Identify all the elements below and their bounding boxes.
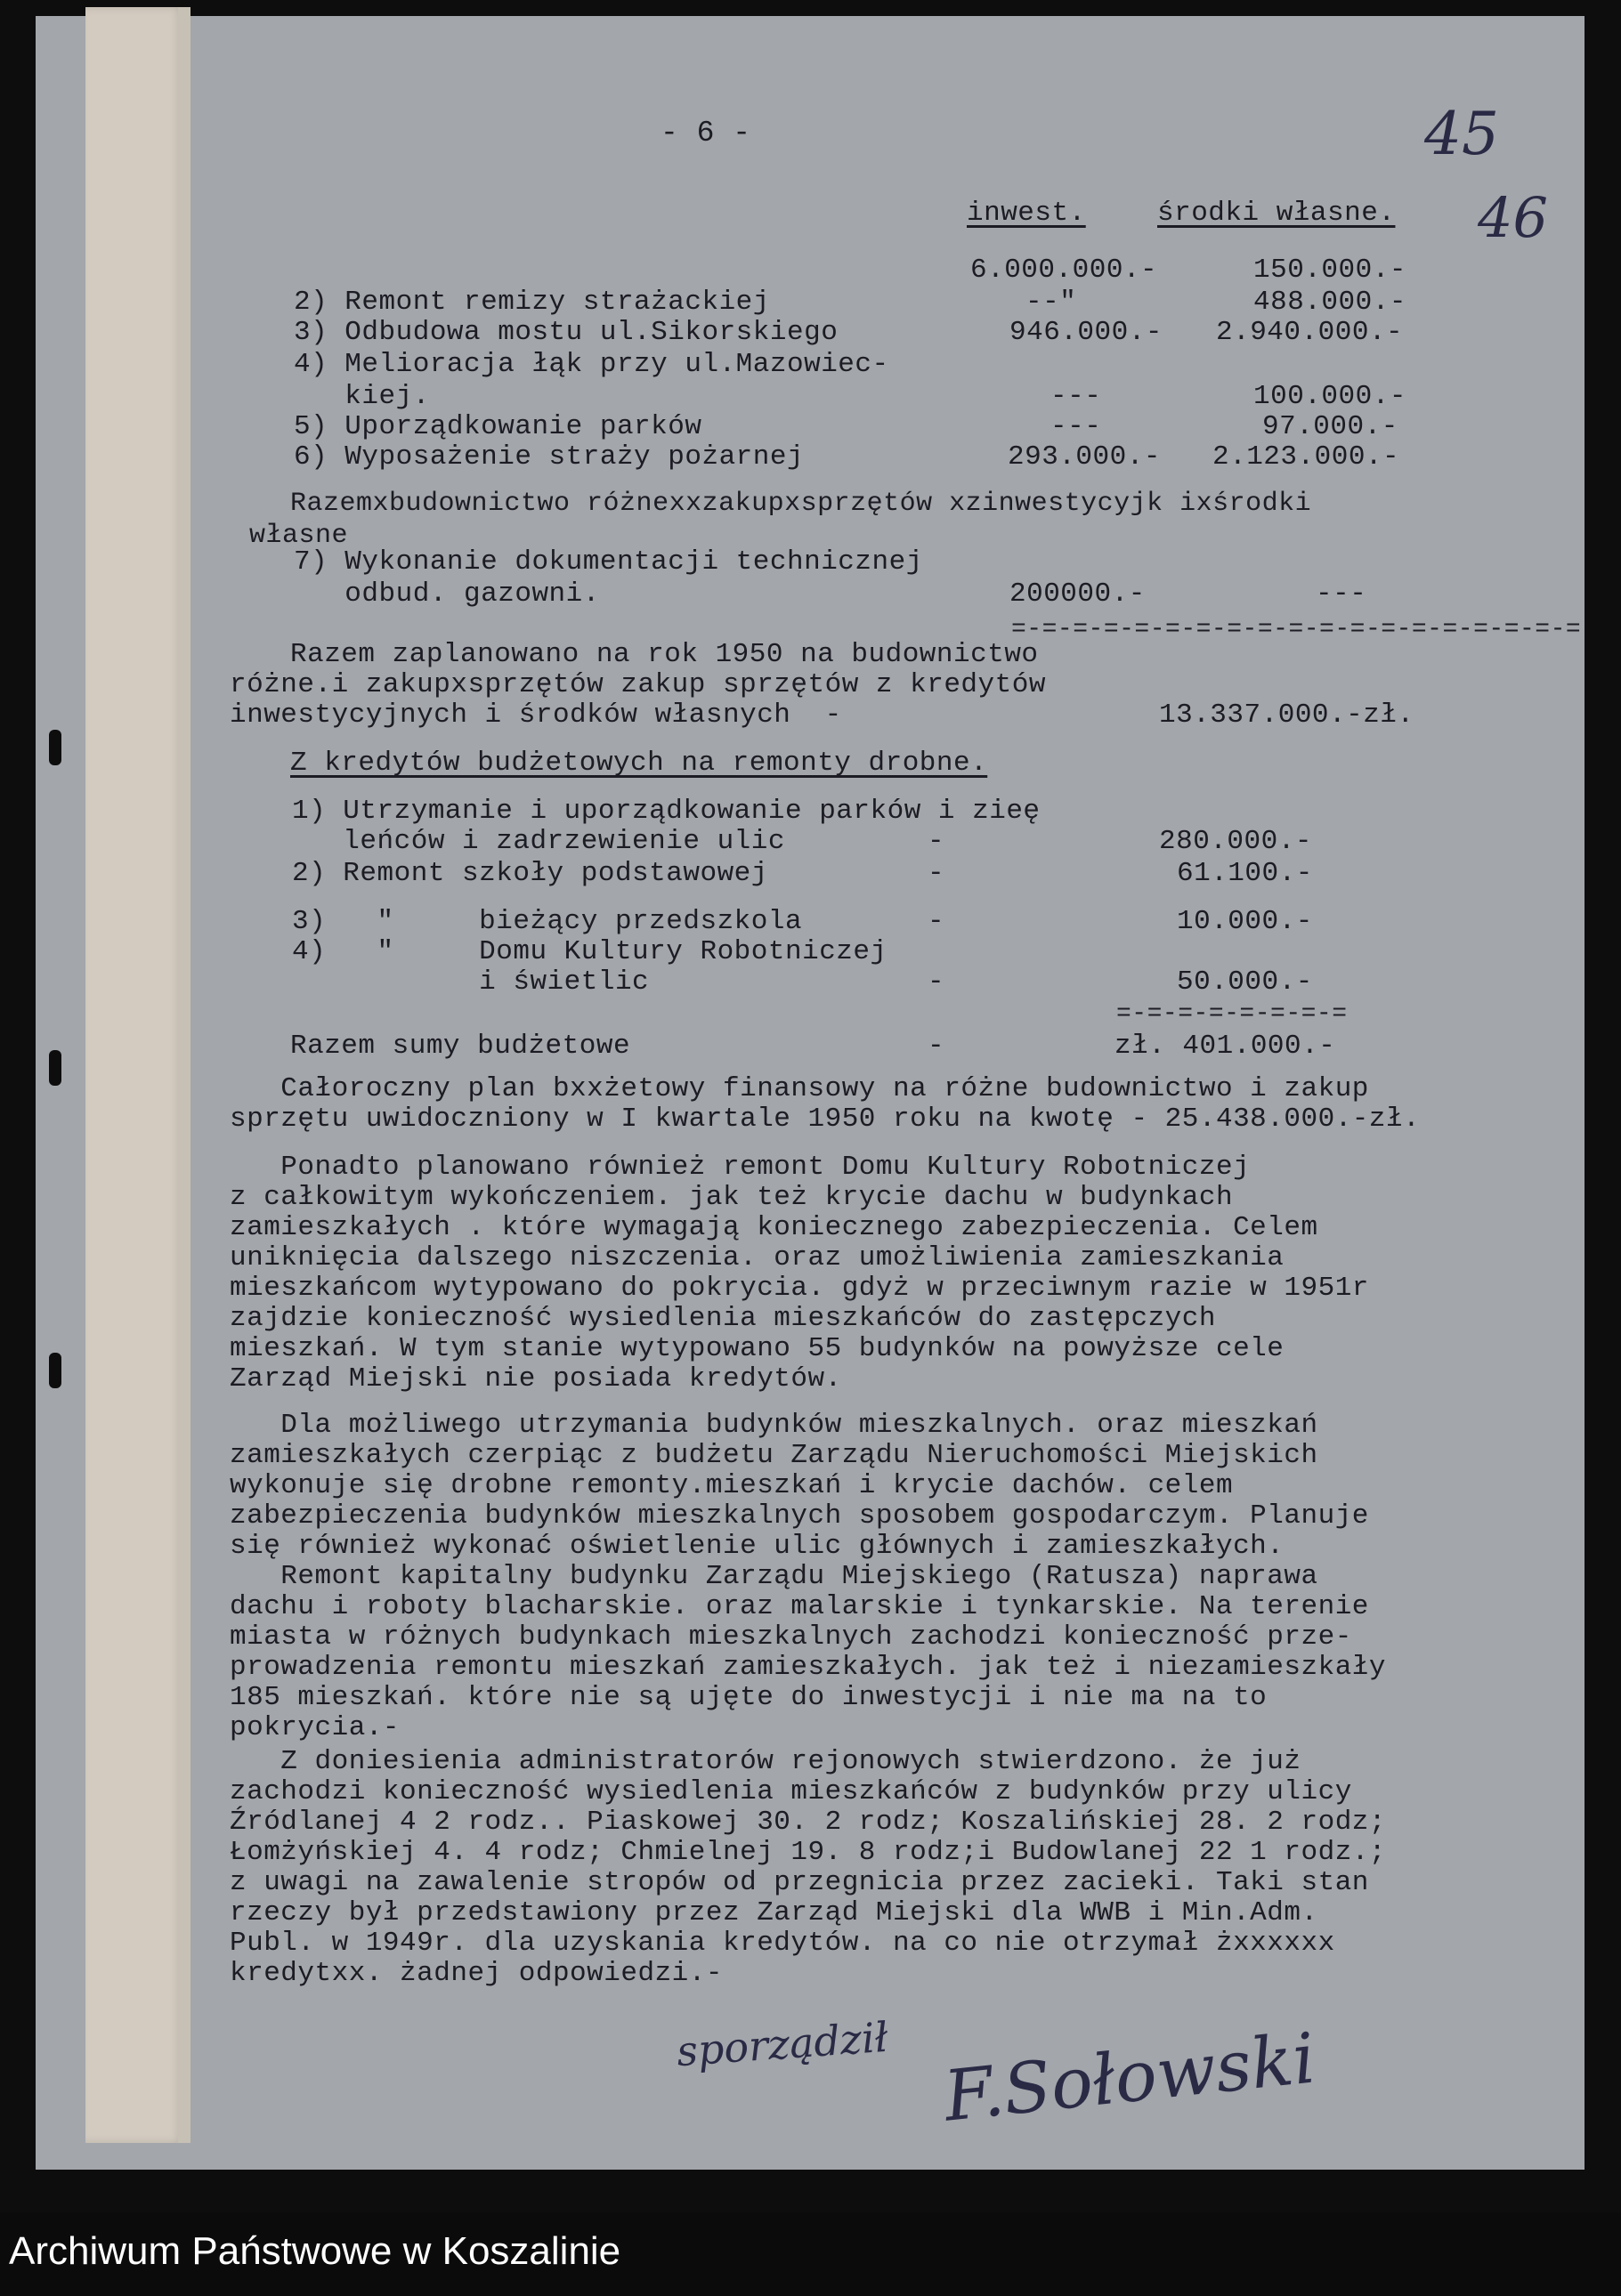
cell-investment: --- <box>1050 381 1102 412</box>
total-text: różne.i zakupxsprzętów zakup sprzętów z kredytów <box>230 669 1046 700</box>
text-line: pokrycia.- <box>230 1712 401 1743</box>
text-line: dachu i roboty blacharskie. oraz malarskie i tynkarskie. Na terenie <box>230 1591 1369 1622</box>
table-separator: =-=-=-=-=-=-=-=-=-=-=-=-=-=-=-=-=-=-= <box>1011 616 1582 643</box>
row-label: 1) Utrzymanie i uporządkowanie parków i zieę <box>292 796 1041 827</box>
text-line: mieszkań. W tym stanie wytypowano 55 budynków na powyższe cele <box>230 1333 1285 1364</box>
text-line: Remont kapitalny budynku Zarządu Miejskiego (Ratusza) naprawa <box>230 1561 1318 1592</box>
total-value: 13.337.000.-zł. <box>1159 699 1414 731</box>
archive-number-struck: 45 <box>1424 100 1499 168</box>
cell-own-funds: --- <box>1316 578 1367 610</box>
section-heading: Z kredytów budżetowych na remonty drobne. <box>290 748 988 779</box>
text-line: wykonuje się drobne remonty.mieszkań i krycie dachów. celem <box>230 1470 1234 1501</box>
row-label: 2) Remont remizy strażackiej <box>294 287 770 318</box>
cell-investment: 946.000.- <box>1009 317 1163 348</box>
sum-value: zł. 401.000.- <box>1114 1031 1336 1062</box>
cell-own-funds: 150.000.- <box>1253 255 1406 286</box>
text-line: prowadzenia remontu mieszkań zamieszkałych. jak też i niezamieszkały <box>230 1652 1387 1683</box>
row-dash: - <box>928 858 945 889</box>
row-label: 4) " Domu Kultury Robotniczej <box>292 936 887 967</box>
cell-own-funds: 97.000.- <box>1262 411 1398 442</box>
table-separator: =-=-=-=-=-=-=-= <box>1116 1000 1348 1028</box>
text-line: kredytxx. żadnej odpowiedzi.- <box>230 1958 723 1989</box>
cell-investment: --- <box>1050 411 1102 442</box>
cell-investment: 293.000.- <box>1008 441 1161 473</box>
text-line: miasta w różnych budynkach mieszkalnych zachodzi konieczność prze- <box>230 1621 1352 1653</box>
row-label: 7) Wykonanie dokumentacji technicznej <box>294 546 923 578</box>
row-label: kiej. <box>294 381 430 412</box>
sum-dash: - <box>928 1031 945 1062</box>
text-line: Łomżyńskiej 4. 4 rodz; Chmielnej 19. 8 rodz;i Budowlanej 22 1 rodz.; <box>230 1837 1387 1868</box>
row-dash: - <box>928 906 945 937</box>
sum-label: Razem sumy budżetowe <box>290 1031 631 1062</box>
text-line: zamieszkałych . które wymagają koniecznego zabezpieczenia. Celem <box>230 1212 1318 1243</box>
total-text: Razem zaplanowano na rok 1950 na budownictwo <box>290 639 1039 670</box>
row-label: 2) Remont szkoły podstawowej <box>292 858 768 889</box>
row-value: 61.100.- <box>1177 858 1313 889</box>
cell-own-funds: 100.000.- <box>1253 381 1406 412</box>
struck-out-line: Razemxbudownictwo różnexxzakupxsprzętów xzinwestycyjk ixśrodki <box>290 489 1312 519</box>
cell-investment: 6.000.000.- <box>970 255 1158 286</box>
row-label: 5) Uporządkowanie parków <box>294 411 702 442</box>
text-line: 185 mieszkań. które nie są ujęte do inwestycji i nie ma na to <box>230 1682 1268 1713</box>
column-header-own-funds: środki własne. <box>1157 198 1396 229</box>
cell-investment: --" <box>1025 287 1077 318</box>
text-line: Ponadto planowano również remont Domu Kultury Robotniczej <box>230 1152 1251 1183</box>
text-line: zachodzi konieczność wysiedlenia mieszkańców z budynków przy ulicy <box>230 1776 1352 1807</box>
column-header-investment: inwest. <box>967 198 1086 229</box>
text-line: zabezpieczenia budynków mieszkalnych sposobem gospodarczym. Planuje <box>230 1500 1369 1532</box>
row-label: 6) Wyposażenie straży pożarnej <box>294 441 805 473</box>
text-line: Zarząd Miejski nie posiada kredytów. <box>230 1363 842 1395</box>
row-value: 50.000.- <box>1177 966 1313 998</box>
text-line: Źródlanej 4 2 rodz.. Piaskowej 30. 2 rodz; Koszalińskiej 28. 2 rodz; <box>230 1807 1387 1838</box>
row-dash: - <box>928 966 945 998</box>
cell-investment: 200000.- <box>1009 578 1146 610</box>
text-line: się również wykonać oświetlenie ulic głównych i zamieszkałych. <box>230 1531 1285 1562</box>
archive-number: 46 <box>1478 185 1548 250</box>
struck-out-line: własne <box>249 521 349 551</box>
text-line: zamieszkałych czerpiąc z budżetu Zarządu Nieruchomości Miejskich <box>230 1440 1318 1471</box>
text-line: Dla możliwego utrzymania budynków mieszkalnych. oraz mieszkań <box>230 1410 1318 1441</box>
row-label: 3) " bieżący przedszkola <box>292 906 803 937</box>
row-dash: - <box>928 826 945 857</box>
row-label: leńców i zadrzewienie ulic <box>292 826 785 857</box>
row-label: i świetlic <box>292 966 650 998</box>
text-line: Publ. w 1949r. dla uzyskania kredytów. na co nie otrzymał żxxxxxx <box>230 1928 1335 1959</box>
text-line: mieszkańcom wytypowano do pokrycia. gdyż w przeciwnym razie w 1951r <box>230 1273 1369 1304</box>
row-label: odbud. gazowni. <box>294 578 600 610</box>
row-value: 280.000.- <box>1159 826 1312 857</box>
text-line: rzeczy był przedstawiony przez Zarząd Miejski dla WWB i Min.Adm. <box>230 1897 1318 1928</box>
cell-own-funds: 488.000.- <box>1253 287 1406 318</box>
text-line: zajdzie konieczność wysiedlenia mieszkańców do zastępczych <box>230 1303 1216 1334</box>
handwritten-signature: F.Sołowski <box>940 2018 1319 2138</box>
text-line: uniknięcia dalszego niszczenia. oraz umożliwienia zamieszkania <box>230 1242 1285 1273</box>
archive-name: Archiwum Państwowe w Koszalinie <box>9 2229 621 2273</box>
cell-own-funds: 2.123.000.- <box>1212 441 1400 473</box>
text-line: z uwagi na zawalenie stropów od przegnicia przez zacieki. Taki stan <box>230 1867 1369 1898</box>
row-value: 10.000.- <box>1177 906 1313 937</box>
page-number: - 6 - <box>661 117 751 150</box>
total-text: inwestycyjnych i środków własnych - <box>230 699 842 731</box>
row-label: 4) Melioracja łąk przy ul.Mazowiec- <box>294 349 889 380</box>
text-line: Z doniesienia administratorów rejonowych stwierdzono. że już <box>230 1746 1301 1777</box>
text-line: z całkowitym wykończeniem. jak też krycie dachu w budynkach <box>230 1182 1234 1213</box>
text-line: Całoroczny plan bxxżetowy finansowy na różne budownictwo i zakup <box>230 1073 1369 1104</box>
cell-own-funds: 2.940.000.- <box>1216 317 1404 348</box>
signature-label: sporządził <box>675 2012 890 2076</box>
row-label: 3) Odbudowa mostu ul.Sikorskiego <box>294 317 839 348</box>
text-line: sprzętu uwidoczniony w I kwartale 1950 roku na kwotę - 25.438.000.-zł. <box>230 1104 1421 1135</box>
